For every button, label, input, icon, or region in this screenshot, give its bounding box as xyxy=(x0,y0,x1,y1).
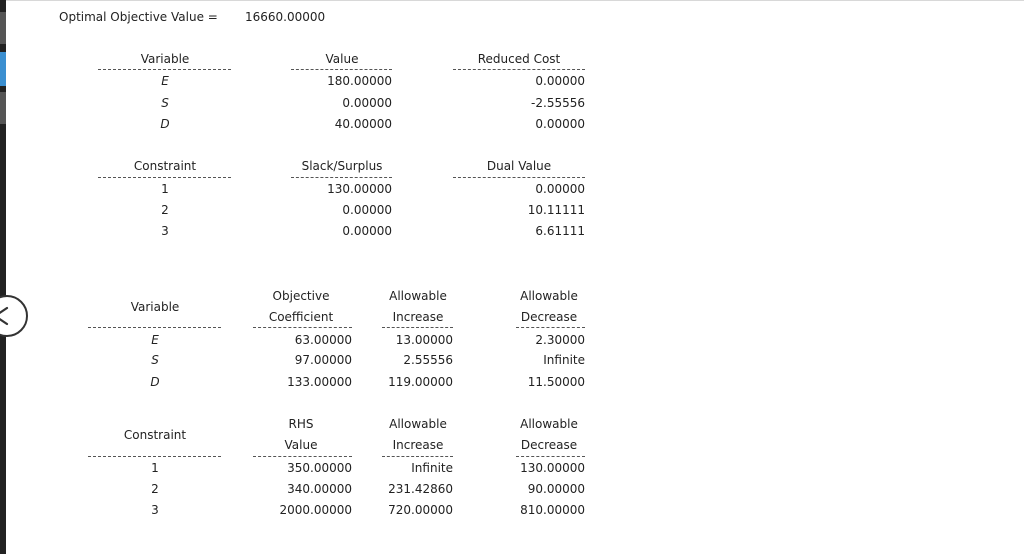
header-increase: Increase xyxy=(392,310,444,324)
header-variable: Variable xyxy=(140,52,190,66)
row-dual: 0.00000 xyxy=(535,182,585,196)
header-decrease: Decrease xyxy=(520,438,578,452)
row-decrease: 2.30000 xyxy=(535,333,585,347)
row-increase: 231.42860 xyxy=(388,482,453,496)
divider xyxy=(253,456,352,457)
row-decrease: 90.00000 xyxy=(527,482,585,496)
row-reduced-cost: -2.55556 xyxy=(531,96,585,110)
back-button[interactable] xyxy=(0,295,28,337)
chevron-left-icon xyxy=(0,305,12,327)
row-reduced-cost: 0.00000 xyxy=(535,117,585,131)
header-constraint: Constraint xyxy=(133,159,197,173)
divider xyxy=(98,177,231,178)
header-allowable: Allowable xyxy=(520,289,578,303)
divider xyxy=(453,69,585,70)
divider xyxy=(453,177,585,178)
header-increase: Increase xyxy=(392,438,444,452)
divider xyxy=(88,456,221,457)
header-value: Value xyxy=(284,438,318,452)
sidebar-tab-active[interactable] xyxy=(0,52,6,86)
divider xyxy=(516,456,585,457)
objective-label: Optimal Objective Value = xyxy=(59,10,218,24)
row-value: 180.00000 xyxy=(327,74,392,88)
row-value: 0.00000 xyxy=(342,96,392,110)
row-name: S xyxy=(161,96,169,110)
sidebar-tab[interactable] xyxy=(0,92,6,124)
divider xyxy=(253,327,352,328)
row-decrease: Infinite xyxy=(543,353,585,367)
header-reduced-cost: Reduced Cost xyxy=(477,52,561,66)
header-constraint: Constraint xyxy=(123,428,187,442)
row-name: E xyxy=(151,333,159,347)
row-decrease: 11.50000 xyxy=(527,375,585,389)
row-coef: 133.00000 xyxy=(287,375,352,389)
row-decrease: 810.00000 xyxy=(520,503,585,517)
header-variable: Variable xyxy=(130,300,180,314)
divider xyxy=(291,69,392,70)
row-dual: 10.11111 xyxy=(527,203,585,217)
header-allowable: Allowable xyxy=(520,417,578,431)
row-increase: 119.00000 xyxy=(388,375,453,389)
row-name: D xyxy=(160,117,170,131)
row-decrease: 130.00000 xyxy=(520,461,585,475)
row-reduced-cost: 0.00000 xyxy=(535,74,585,88)
row-name: 2 xyxy=(161,203,169,217)
header-objective: Objective xyxy=(272,289,330,303)
sidebar-tab[interactable] xyxy=(0,12,6,44)
row-name: 2 xyxy=(151,482,159,496)
top-border xyxy=(0,0,1024,1)
row-increase: 2.55556 xyxy=(403,353,453,367)
row-increase: 13.00000 xyxy=(395,333,453,347)
row-dual: 6.61111 xyxy=(535,224,585,238)
row-value: 40.00000 xyxy=(334,117,392,131)
row-name: 3 xyxy=(161,224,169,238)
divider xyxy=(382,456,453,457)
row-rhs: 340.00000 xyxy=(287,482,352,496)
divider xyxy=(98,69,231,70)
row-rhs: 2000.00000 xyxy=(279,503,352,517)
divider xyxy=(291,177,392,178)
row-slack: 0.00000 xyxy=(342,224,392,238)
row-increase: Infinite xyxy=(411,461,453,475)
row-name: S xyxy=(151,353,159,367)
row-name: 1 xyxy=(151,461,159,475)
divider xyxy=(516,327,585,328)
header-coefficient: Coefficient xyxy=(268,310,334,324)
row-increase: 720.00000 xyxy=(388,503,453,517)
header-dual-value: Dual Value xyxy=(486,159,552,173)
header-rhs: RHS xyxy=(288,417,314,431)
header-decrease: Decrease xyxy=(520,310,578,324)
row-name: 1 xyxy=(161,182,169,196)
header-value: Value xyxy=(325,52,359,66)
divider xyxy=(382,327,453,328)
header-slack-surplus: Slack/Surplus xyxy=(301,159,383,173)
row-name: E xyxy=(161,74,169,88)
row-name: 3 xyxy=(151,503,159,517)
row-coef: 63.00000 xyxy=(294,333,352,347)
row-name: D xyxy=(150,375,160,389)
row-slack: 130.00000 xyxy=(327,182,392,196)
row-rhs: 350.00000 xyxy=(287,461,352,475)
header-allowable: Allowable xyxy=(389,289,447,303)
row-coef: 97.00000 xyxy=(294,353,352,367)
objective-value: 16660.00000 xyxy=(245,10,326,24)
header-allowable: Allowable xyxy=(389,417,447,431)
divider xyxy=(88,327,221,328)
row-slack: 0.00000 xyxy=(342,203,392,217)
